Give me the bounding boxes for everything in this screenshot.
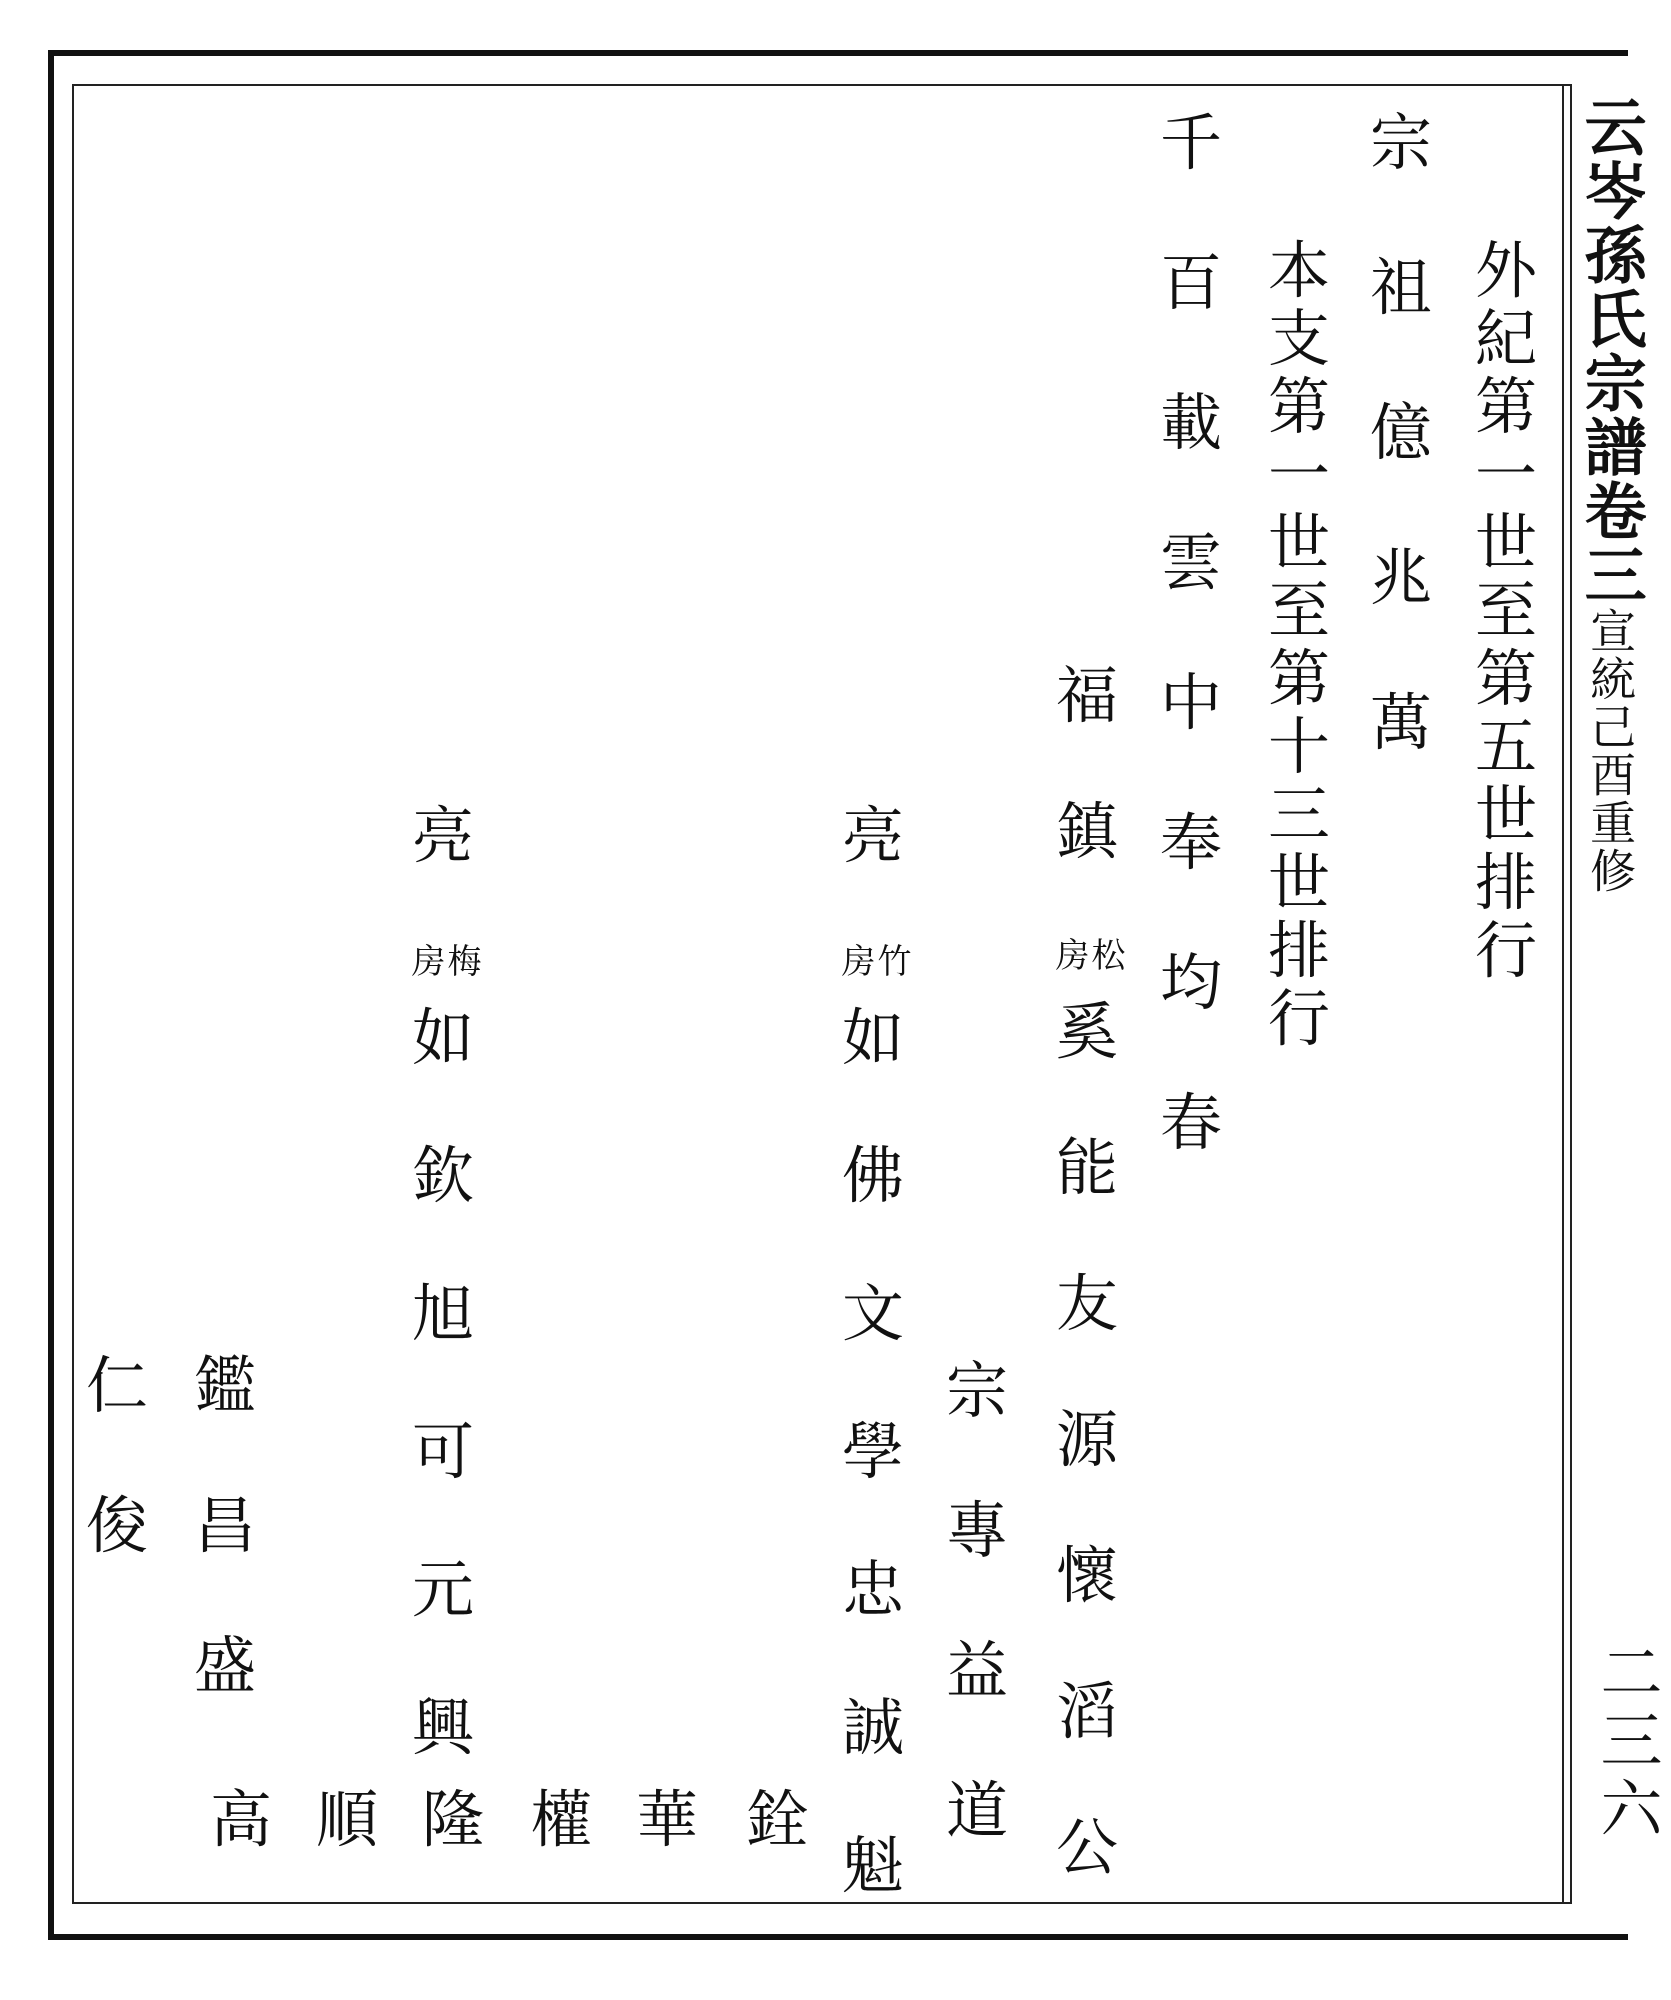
genealogy-char: 魁 <box>841 1829 904 1902</box>
bottom-row-char: 華 <box>636 1783 699 1856</box>
heading-char: 世 <box>1475 506 1538 579</box>
genealogy-char: 佛 <box>841 1139 904 1212</box>
genealogy-char: 元 <box>411 1553 474 1626</box>
heading-char: 紀 <box>1475 302 1538 375</box>
branch-note-char: 松 <box>1085 937 1125 971</box>
bottom-row-char: 隆 <box>422 1783 485 1856</box>
column-ren <box>86 1349 149 1635</box>
page-number: 二三六 <box>1590 1640 1663 1844</box>
heading-char: 外 <box>1475 234 1538 307</box>
heading-char: 支 <box>1268 302 1331 375</box>
genealogy-char: 福 <box>1055 659 1118 732</box>
heading-char: 世 <box>1268 846 1331 919</box>
margin-title <box>1574 95 1648 895</box>
branch-note <box>405 943 481 1007</box>
genealogy-char: 千 <box>1160 106 1223 179</box>
heading-char: 行 <box>1475 914 1538 987</box>
genealogy-char: 中 <box>1160 666 1223 739</box>
genealogy-char: 忠 <box>841 1553 904 1626</box>
branch-note-char: 房 <box>1049 937 1089 971</box>
bottom-row-char: 銓 <box>746 1783 809 1856</box>
branch-note <box>1049 937 1125 1001</box>
genealogy-char: 欽 <box>411 1139 474 1212</box>
margin-title-text: 云岑孫氏宗譜 <box>1574 95 1648 479</box>
genealogy-char: 興 <box>411 1691 474 1764</box>
genealogy-char: 公 <box>1055 1811 1118 1884</box>
heading-char: 三 <box>1268 778 1331 851</box>
branch-note-char: 房 <box>835 943 875 977</box>
genealogy-char: 旭 <box>411 1277 474 1350</box>
genealogy-char: 學 <box>841 1415 904 1488</box>
subtitle-line <box>1268 234 1331 1056</box>
column-zong <box>1370 106 1433 837</box>
heading-char: 第 <box>1268 370 1331 443</box>
genealogy-char: 宗 <box>1370 106 1433 179</box>
genealogy-char: 可 <box>411 1415 474 1488</box>
genealogy-char: 兆 <box>1370 541 1433 614</box>
genealogy-char: 奚 <box>1055 995 1118 1068</box>
genealogy-char: 亮 <box>841 799 904 872</box>
branch-note-char: 梅 <box>441 943 481 977</box>
genealogy-char: 如 <box>411 1001 474 1074</box>
column-song <box>1049 659 1125 1953</box>
heading-char: 十 <box>1268 710 1331 783</box>
column-mei <box>405 799 481 1835</box>
genealogy-char: 昌 <box>194 1489 257 1562</box>
genealogy-char: 均 <box>1160 946 1223 1019</box>
bottom-row-char: 順 <box>316 1783 379 1856</box>
column-zhu <box>835 799 911 1973</box>
heading-char: 至 <box>1268 574 1331 647</box>
genealogy-char: 益 <box>946 1634 1009 1707</box>
margin-edition: 宣統己酉重修 <box>1583 607 1638 895</box>
inner-border <box>72 84 1572 1904</box>
genealogy-char: 友 <box>1055 1267 1118 1340</box>
bottom-row-char: 高 <box>210 1783 273 1856</box>
branch-note-char: 房 <box>405 943 445 977</box>
heading-char: 一 <box>1268 438 1331 511</box>
genealogy-char: 懷 <box>1055 1539 1118 1612</box>
genealogy-char: 載 <box>1160 386 1223 459</box>
branch-note-char: 竹 <box>871 943 911 977</box>
genealogy-char: 源 <box>1055 1403 1118 1476</box>
bottom-row-char: 權 <box>530 1783 593 1856</box>
heading-char: 排 <box>1475 846 1538 919</box>
branch-note <box>835 943 911 1007</box>
heading-char: 第 <box>1475 370 1538 443</box>
genealogy-char: 盛 <box>194 1629 257 1702</box>
genealogy-char: 誠 <box>841 1691 904 1764</box>
genealogy-char: 鎮 <box>1055 795 1118 868</box>
genealogy-char: 億 <box>1370 396 1433 469</box>
heading-char: 行 <box>1268 982 1331 1055</box>
heading-char: 世 <box>1475 778 1538 851</box>
margin-volume: 卷三 <box>1574 479 1648 607</box>
heading-char: 排 <box>1268 914 1331 987</box>
column-qian <box>1160 106 1223 1232</box>
heading-char: 第 <box>1268 642 1331 715</box>
heading-char: 第 <box>1475 642 1538 715</box>
heading-char: 本 <box>1268 234 1331 307</box>
heading-char: 一 <box>1475 438 1538 511</box>
title-line <box>1475 234 1538 988</box>
genealogy-char: 專 <box>946 1494 1009 1567</box>
genealogy-char: 能 <box>1055 1131 1118 1204</box>
genealogy-char: 如 <box>841 1001 904 1074</box>
genealogy-char: 文 <box>841 1277 904 1350</box>
genealogy-char: 鑑 <box>194 1349 257 1422</box>
heading-char: 五 <box>1475 710 1538 783</box>
genealogy-char: 春 <box>1160 1086 1223 1159</box>
genealogy-char: 萬 <box>1370 686 1433 759</box>
genealogy-char: 俊 <box>86 1489 149 1562</box>
genealogy-char: 奉 <box>1160 806 1223 879</box>
column-song-mid <box>946 1354 1009 1920</box>
genealogy-char: 百 <box>1160 246 1223 319</box>
margin-rule <box>1562 84 1564 1904</box>
genealogy-char: 道 <box>946 1774 1009 1847</box>
genealogy-char: 滔 <box>1055 1675 1118 1748</box>
genealogy-char: 宗 <box>946 1354 1009 1427</box>
heading-char: 至 <box>1475 574 1538 647</box>
column-jian <box>194 1349 257 1775</box>
genealogy-char: 雲 <box>1160 526 1223 599</box>
genealogy-char: 祖 <box>1370 251 1433 324</box>
genealogy-char: 亮 <box>411 799 474 872</box>
genealogy-char: 仁 <box>86 1349 149 1422</box>
heading-char: 世 <box>1268 506 1331 579</box>
